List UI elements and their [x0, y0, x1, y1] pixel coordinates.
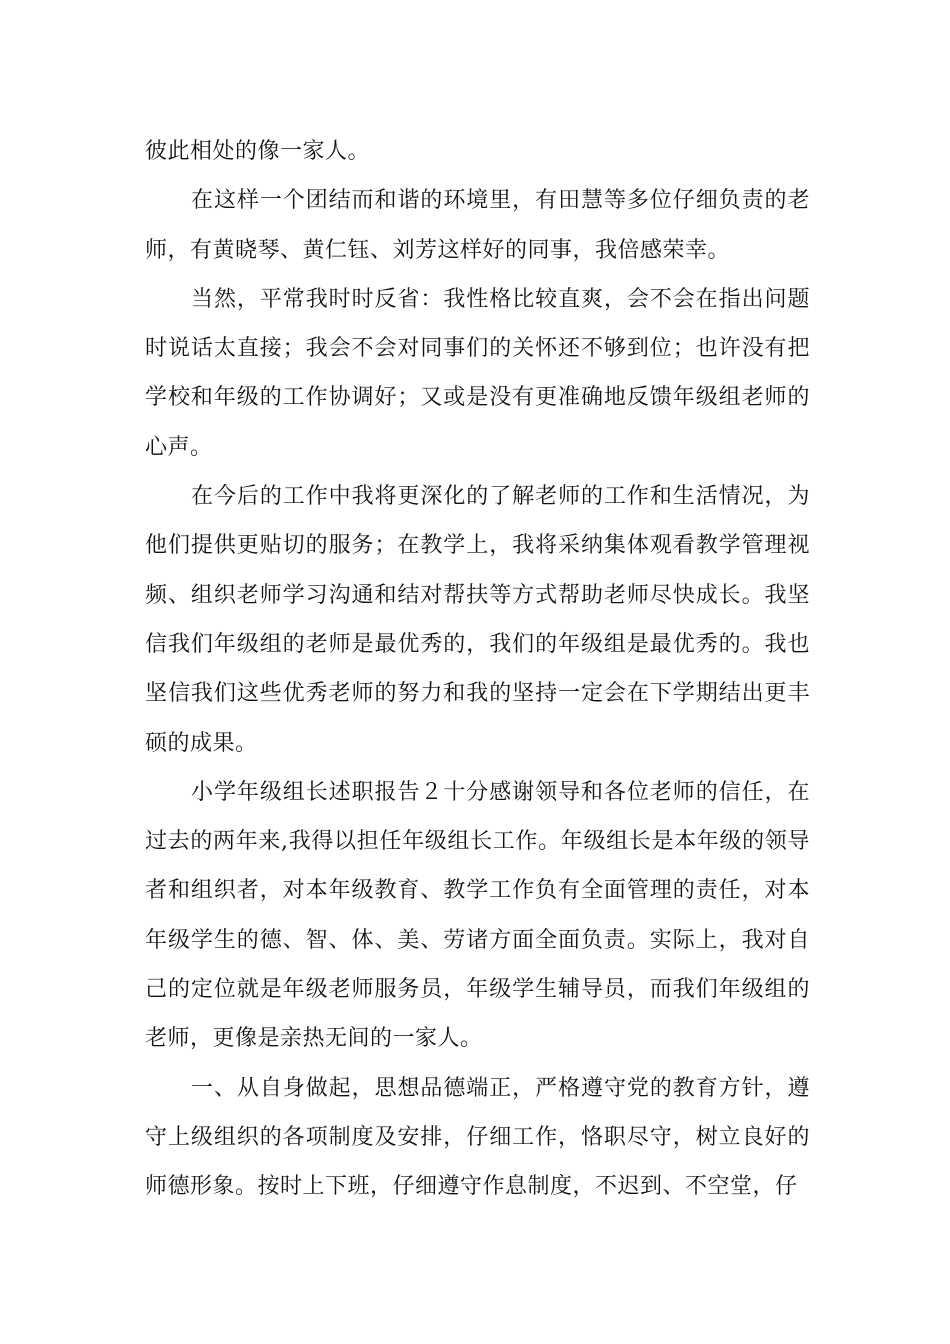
paragraph-self-reflection: 当然，平常我时时反省：我性格比较直爽，会不会在指出问题时说话太直接；我会不会对同事们的关怀还不够到位；也许没有把学校和年级的工作协调好；又或是没有更准确地反馈年级组老师的心声。 [145, 286, 810, 460]
paragraph-future-work: 在今后的工作中我将更深化的了解老师的工作和生活情况，为他们提供更贴切的服务；在教学上，我将采纳集体观看教学管理视频、组织老师学习沟通和结对帮扶等方式帮助老师尽快成长。我坚信我们年级组的老师是最优秀的，我们的年级组是最优秀的。我也坚信我们这些优秀老师的努力和我的坚持一定会在下学期结出更丰硕的成果。 [145, 484, 810, 756]
paragraph-report-two-intro: 小学年级组长述职报告２十分感谢领导和各位老师的信任，在过去的两年来,我得以担任年级组长工作。年级组长是本年级的领导者和组织者，对本年级教育、教学工作负有全面管理的责任，对本年级学生的德、智、体、美、劳诸方面全面负责。实际上，我对自己的定位就是年级老师服务员，年级学生辅导员，而我们年级组的老师，更像是亲热无间的一家人。 [145, 779, 810, 1052]
paragraph-harmonious-environment: 在这样一个团结而和谐的环境里，有田慧等多位仔细负责的老师，有黄晓琴、黄仁钰、刘芳这样好的同事，我倍感荣幸。 [145, 188, 810, 263]
paragraph-section-one: 一、从自身做起，思想品德端正，严格遵守党的教育方针，遵守上级组织的各项制度及安排，仔细工作，恪职尽守，树立良好的师德形象。按时上下班，仔细遵守作息制度，不迟到、不空堂，仔 [145, 1075, 810, 1200]
paragraph-continued: 彼此相处的像一家人。 [145, 139, 371, 164]
document-body [145, 127, 810, 1212]
